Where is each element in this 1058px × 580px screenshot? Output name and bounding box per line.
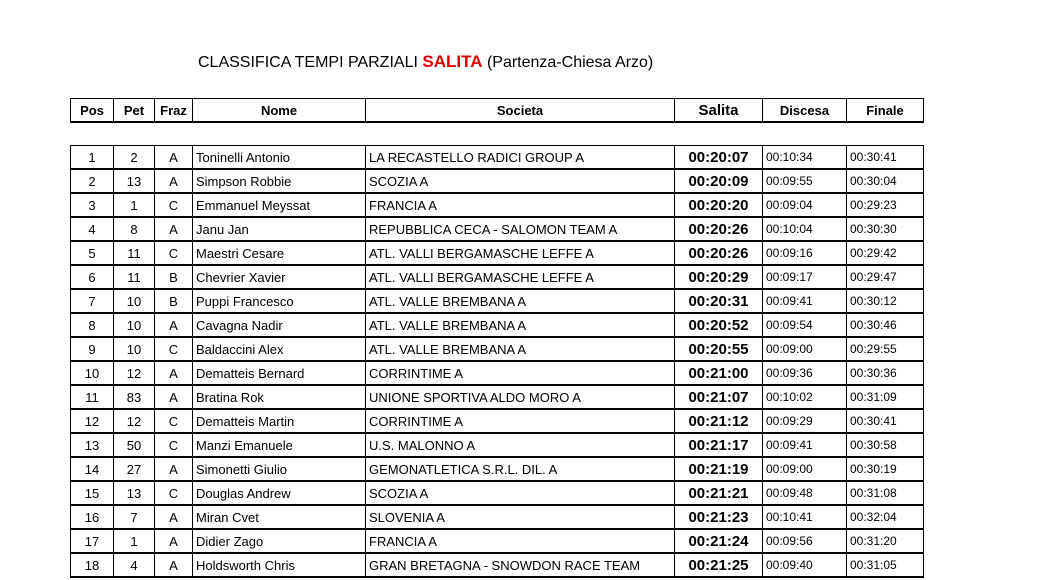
cell-finale: 00:31:08 [847,481,924,505]
cell-finale: 00:31:09 [847,385,924,409]
table-row [71,241,924,265]
cell-salita: 00:21:12 [675,409,763,433]
cell-discesa: 00:10:04 [763,217,847,241]
cell-pet: 12 [114,361,155,385]
cell-nome: Cavagna Nadir [193,313,366,337]
cell-societa: FRANCIA A [366,193,675,217]
cell-pos: 14 [71,457,114,481]
cell-nome: Simpson Robbie [193,169,366,193]
cell-societa: GEMONATLETICA S.R.L. DIL. A [366,457,675,481]
cell-finale: 00:31:05 [847,553,924,577]
cell-pet: 2 [114,146,155,170]
cell-societa: SCOZIA A [366,481,675,505]
table-row [71,529,924,553]
cell-pos: 10 [71,361,114,385]
cell-nome: Toninelli Antonio [193,146,366,170]
cell-nome: Holdsworth Chris [193,553,366,577]
cell-societa: SLOVENIA A [366,505,675,529]
cell-fraz: C [155,409,193,433]
table-row [71,433,924,457]
cell-nome: Chevrier Xavier [193,265,366,289]
cell-finale: 00:29:42 [847,241,924,265]
cell-pet: 1 [114,529,155,553]
cell-discesa: 00:09:56 [763,529,847,553]
cell-salita: 00:20:09 [675,169,763,193]
cell-fraz: C [155,433,193,457]
cell-nome: Emmanuel Meyssat [193,193,366,217]
cell-nome: Manzi Emanuele [193,433,366,457]
cell-pos: 5 [71,241,114,265]
table-row [71,265,924,289]
cell-discesa: 00:09:36 [763,361,847,385]
cell-societa: GRAN BRETAGNA - SNOWDON RACE TEAM [366,553,675,577]
cell-finale: 00:29:47 [847,265,924,289]
cell-fraz: C [155,241,193,265]
table-row [71,146,924,170]
cell-nome: Miran Cvet [193,505,366,529]
cell-pet: 27 [114,457,155,481]
cell-societa: FRANCIA A [366,529,675,553]
cell-pos: 15 [71,481,114,505]
cell-fraz: A [155,146,193,170]
table-row [71,457,924,481]
cell-discesa: 00:09:00 [763,337,847,361]
cell-fraz: A [155,361,193,385]
cell-pet: 10 [114,289,155,313]
cell-salita: 00:21:23 [675,505,763,529]
cell-finale: 00:32:04 [847,505,924,529]
cell-pos: 9 [71,337,114,361]
cell-salita: 00:20:20 [675,193,763,217]
cell-pet: 11 [114,241,155,265]
title-highlight: SALITA [422,52,483,71]
cell-fraz: A [155,385,193,409]
cell-societa: ATL. VALLE BREMBANA A [366,337,675,361]
cell-pos: 13 [71,433,114,457]
cell-nome: Dematteis Bernard [193,361,366,385]
table-row [71,193,924,217]
cell-finale: 00:30:41 [847,409,924,433]
cell-discesa: 00:09:40 [763,553,847,577]
cell-nome: Douglas Andrew [193,481,366,505]
cell-pet: 1 [114,193,155,217]
cell-discesa: 00:09:54 [763,313,847,337]
cell-pos: 3 [71,193,114,217]
cell-pet: 7 [114,505,155,529]
header-finale: Finale [847,99,924,123]
header-table [70,98,924,123]
table-row [71,409,924,433]
cell-finale: 00:30:04 [847,169,924,193]
cell-societa: ATL. VALLI BERGAMASCHE LEFFE A [366,265,675,289]
cell-finale: 00:30:30 [847,217,924,241]
table-row [71,337,924,361]
table-row [71,505,924,529]
cell-discesa: 00:09:00 [763,457,847,481]
cell-pet: 11 [114,265,155,289]
cell-pos: 18 [71,553,114,577]
cell-salita: 00:20:55 [675,337,763,361]
cell-pet: 12 [114,409,155,433]
cell-pet: 10 [114,313,155,337]
header-pet: Pet [114,99,155,123]
cell-discesa: 00:09:04 [763,193,847,217]
cell-discesa: 00:09:55 [763,169,847,193]
cell-discesa: 00:09:41 [763,289,847,313]
header-pos: Pos [71,99,114,123]
cell-fraz: A [155,553,193,577]
cell-nome: Simonetti Giulio [193,457,366,481]
cell-fraz: A [155,313,193,337]
cell-pos: 7 [71,289,114,313]
cell-fraz: A [155,217,193,241]
cell-discesa: 00:10:02 [763,385,847,409]
cell-salita: 00:20:52 [675,313,763,337]
page-title [198,52,653,72]
cell-discesa: 00:09:48 [763,481,847,505]
cell-salita: 00:21:25 [675,553,763,577]
cell-nome: Janu Jan [193,217,366,241]
cell-fraz: A [155,457,193,481]
cell-fraz: C [155,337,193,361]
header-row [71,99,924,123]
cell-fraz: C [155,193,193,217]
cell-finale: 00:30:12 [847,289,924,313]
table-row [71,481,924,505]
cell-fraz: C [155,481,193,505]
header-salita: Salita [675,99,763,123]
cell-finale: 00:31:20 [847,529,924,553]
cell-salita: 00:21:19 [675,457,763,481]
table-row [71,289,924,313]
cell-discesa: 00:09:29 [763,409,847,433]
cell-nome: Didier Zago [193,529,366,553]
cell-pos: 6 [71,265,114,289]
cell-discesa: 00:09:17 [763,265,847,289]
cell-societa: UNIONE SPORTIVA ALDO MORO A [366,385,675,409]
cell-discesa: 00:10:34 [763,146,847,170]
cell-pos: 1 [71,146,114,170]
cell-fraz: A [155,505,193,529]
table-row [71,385,924,409]
cell-salita: 00:21:24 [675,529,763,553]
cell-pos: 16 [71,505,114,529]
cell-societa: ATL. VALLE BREMBANA A [366,289,675,313]
table-row [71,553,924,577]
cell-finale: 00:30:19 [847,457,924,481]
cell-societa: CORRINTIME A [366,409,675,433]
cell-fraz: B [155,265,193,289]
title-prefix: CLASSIFICA TEMPI PARZIALI [198,54,418,71]
cell-pos: 11 [71,385,114,409]
table-row [71,169,924,193]
cell-salita: 00:21:21 [675,481,763,505]
table-row [71,361,924,385]
cell-nome: Bratina Rok [193,385,366,409]
cell-pos: 8 [71,313,114,337]
cell-societa: ATL. VALLI BERGAMASCHE LEFFE A [366,241,675,265]
cell-finale: 00:30:58 [847,433,924,457]
cell-pet: 4 [114,553,155,577]
cell-societa: U.S. MALONNO A [366,433,675,457]
cell-salita: 00:20:29 [675,265,763,289]
cell-pet: 50 [114,433,155,457]
cell-salita: 00:21:17 [675,433,763,457]
cell-salita: 00:21:07 [675,385,763,409]
cell-pet: 10 [114,337,155,361]
cell-pet: 83 [114,385,155,409]
cell-nome: Maestri Cesare [193,241,366,265]
cell-nome: Dematteis Martin [193,409,366,433]
cell-salita: 00:21:00 [675,361,763,385]
cell-pet: 13 [114,481,155,505]
cell-discesa: 00:09:16 [763,241,847,265]
cell-finale: 00:29:23 [847,193,924,217]
cell-finale: 00:30:41 [847,146,924,170]
cell-nome: Puppi Francesco [193,289,366,313]
cell-societa: ATL. VALLE BREMBANA A [366,313,675,337]
cell-pos: 17 [71,529,114,553]
cell-salita: 00:20:26 [675,241,763,265]
cell-finale: 00:29:55 [847,337,924,361]
cell-societa: REPUBBLICA CECA - SALOMON TEAM A [366,217,675,241]
cell-salita: 00:20:07 [675,146,763,170]
cell-societa: LA RECASTELLO RADICI GROUP A [366,146,675,170]
cell-fraz: B [155,289,193,313]
cell-pos: 12 [71,409,114,433]
cell-pos: 4 [71,217,114,241]
cell-nome: Baldaccini Alex [193,337,366,361]
cell-societa: SCOZIA A [366,169,675,193]
cell-pos: 2 [71,169,114,193]
table-row [71,217,924,241]
cell-finale: 00:30:46 [847,313,924,337]
cell-pet: 8 [114,217,155,241]
results-table [70,145,924,578]
cell-finale: 00:30:36 [847,361,924,385]
cell-discesa: 00:10:41 [763,505,847,529]
header-societa: Societa [366,99,675,123]
header-discesa: Discesa [763,99,847,123]
header-fraz: Fraz [155,99,193,123]
header-nome: Nome [193,99,366,123]
table-row [71,313,924,337]
cell-discesa: 00:09:41 [763,433,847,457]
cell-salita: 00:20:26 [675,217,763,241]
title-suffix: (Partenza-Chiesa Arzo) [486,54,654,71]
cell-fraz: A [155,529,193,553]
cell-fraz: A [155,169,193,193]
cell-pet: 13 [114,169,155,193]
cell-salita: 00:20:31 [675,289,763,313]
cell-societa: CORRINTIME A [366,361,675,385]
